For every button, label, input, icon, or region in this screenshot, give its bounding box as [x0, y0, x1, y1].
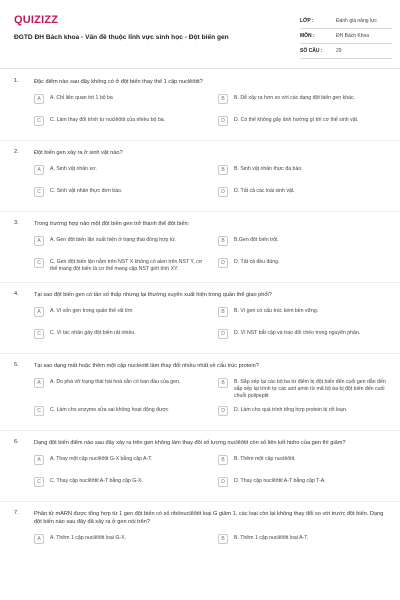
answer-option[interactable] [218, 256, 394, 274]
question-number: 5. [14, 362, 19, 368]
question-text: Đột biến gen xảy ra ở sinh vật nào? [34, 150, 123, 156]
question-item [0, 362, 400, 422]
option-letter-box[interactable]: A [34, 378, 44, 388]
meta-value: Đánh giá năng lực [336, 18, 377, 24]
question-number: 6. [14, 439, 19, 445]
answer-option[interactable] [218, 453, 394, 471]
question-divider [0, 430, 400, 431]
option-text: B. Vì gen có cấu trúc kém bền vững. [234, 308, 319, 314]
option-text: D. Vì NST bắt cặp và trao đổi chéo trong nguyên phân. [234, 330, 361, 336]
option-letter-box[interactable]: D [218, 406, 228, 416]
option-text: D. Có thể không gây ảnh hưởng gì tới cơ thể sinh vật. [234, 117, 359, 123]
answer-option[interactable] [34, 475, 210, 493]
option-letter-box[interactable]: D [218, 477, 228, 487]
option-text: A. Thay một cặp nuclêôtit G-X bằng cặp A-T. [50, 456, 153, 462]
answer-options [34, 305, 388, 345]
question-number: 1. [14, 78, 19, 84]
option-text: B. Thêm 1 cặp nuclêôtit loại A-T. [234, 535, 309, 541]
answer-option[interactable] [218, 327, 394, 345]
answer-options [34, 453, 388, 493]
answer-option[interactable] [34, 185, 210, 203]
question-divider [0, 211, 400, 212]
question-item [0, 220, 400, 274]
question-text: Phân tử mARN được tổng hợp từ 1 gen đột biến có số ribônuclêôtit loại G giảm 1, các loại còn lại không thay đổi so với trước đột biến. Dạng đột biến nào sau đây đã xảy ra ở gen nói trên? [34, 511, 384, 525]
answer-options [34, 234, 388, 274]
answer-option[interactable] [218, 305, 394, 323]
answer-option[interactable] [34, 92, 210, 110]
option-letter-box[interactable]: B [218, 455, 228, 465]
option-letter-box[interactable]: D [218, 116, 228, 126]
option-text: D. Làm cho quá trình tổng hợp protein bị rối loạn. [234, 407, 348, 413]
option-letter-box[interactable]: B [218, 94, 228, 104]
answer-option[interactable] [34, 256, 210, 274]
option-letter-box[interactable]: D [218, 258, 228, 268]
option-letter-box[interactable]: C [34, 116, 44, 126]
answer-option[interactable] [218, 163, 394, 181]
question-item [0, 439, 400, 493]
option-text: D. Tất cả đều đúng. [234, 259, 280, 265]
question-item [0, 78, 400, 132]
option-text: A. Do phá vỡ trạng thái hài hoà sẵn có ban đầu của gen. [50, 379, 181, 385]
option-text: C. Sinh vật nhân thực đơn bào. [50, 188, 123, 194]
answer-option[interactable] [218, 376, 394, 400]
question-item [0, 510, 400, 550]
option-letter-box[interactable]: C [34, 187, 44, 197]
answer-option[interactable] [34, 376, 210, 400]
answer-option[interactable] [34, 327, 210, 345]
meta-row [300, 44, 392, 59]
header-divider [0, 68, 400, 69]
option-letter-box[interactable]: C [34, 477, 44, 487]
option-text: B.Gen đột biến trội. [234, 237, 279, 243]
option-letter-box[interactable]: C [34, 406, 44, 416]
answer-options [34, 163, 388, 203]
option-text: B. Sắp xếp lại các bộ ba từ điểm bị đột biến đến cuối gen dẫn đến sắp xếp lại trình tự các axit amin từ mã bộ ba bị đột biến đến cuối chuỗi polipeptit [234, 379, 386, 399]
answer-options [34, 532, 388, 550]
answer-option[interactable] [34, 532, 210, 550]
option-text: B. Dễ xảy ra hơn so với các dạng đột biến gen khác. [234, 95, 355, 101]
option-letter-box[interactable]: B [218, 378, 228, 388]
question-number: 2. [14, 149, 19, 155]
answer-option[interactable] [34, 234, 210, 252]
answer-option[interactable] [34, 305, 210, 323]
meta-key: SỐ CÂU : [300, 48, 323, 54]
question-text: Trong trường hợp nào một đột biến gen trở thành thể đột biến: [34, 221, 190, 227]
option-text: A. Gen đột biến lặn xuất hiện ở trạng thái đồng hợp tử. [50, 237, 177, 243]
option-letter-box[interactable]: A [34, 534, 44, 544]
option-letter-box[interactable]: C [34, 258, 44, 268]
answer-option[interactable] [218, 234, 394, 252]
option-letter-box[interactable]: B [218, 534, 228, 544]
meta-row [300, 14, 392, 29]
quizizz-logo: QUIZIZZ [14, 14, 59, 26]
answer-option[interactable] [218, 185, 394, 203]
answer-option[interactable] [218, 532, 394, 550]
answer-option[interactable] [218, 404, 394, 422]
question-number: 7. [14, 510, 19, 516]
answer-option[interactable] [34, 453, 210, 471]
answer-option[interactable] [34, 163, 210, 181]
option-text: C. Làm cho enzyme sửa sai không hoạt động được [50, 407, 169, 413]
question-text: Tại sao đột biến gen có tần số thấp nhưng lại thường xuyên xuất hiện trong quần thể giao phối? [34, 292, 272, 298]
option-letter-box[interactable]: A [34, 165, 44, 175]
question-divider [0, 353, 400, 354]
meta-row [300, 29, 392, 44]
option-text: A. Thêm 1 cặp nuclêôtit loại G-X. [50, 535, 127, 541]
question-item [0, 149, 400, 203]
meta-key: MÔN : [300, 33, 315, 39]
option-text: A. Vì vốn gen trong quần thể rất lớn [50, 308, 133, 314]
answer-option[interactable] [34, 404, 210, 422]
option-text: C. Thay cặp nuclêôtit A-T bằng cặp G-X. [50, 478, 143, 484]
meta-table [300, 14, 392, 59]
answer-option[interactable] [218, 92, 394, 110]
question-text: Tại sao dạng mất hoặc thêm một cặp nucleotit làm thay đổi nhiều nhất về cấu trúc protein? [34, 363, 259, 369]
option-letter-box[interactable]: A [34, 455, 44, 465]
question-item [0, 291, 400, 345]
document-title: ĐGTD ĐH Bách khoa - Vấn đề thuộc lĩnh vực sinh học - Đột biến gen [14, 34, 229, 41]
worksheet-header [0, 0, 400, 64]
option-letter-box[interactable]: D [218, 329, 228, 339]
option-text: A. Sinh vật nhân sơ. [50, 166, 97, 172]
option-text: B. Thêm một cặp nuclêôtit. [234, 456, 296, 462]
question-number: 3. [14, 220, 19, 226]
answer-options [34, 376, 388, 422]
meta-value: ĐH Bách Khoa [336, 33, 370, 39]
question-number: 4. [14, 291, 19, 297]
option-text: A. Chỉ liên quan tới 1 bộ ba [50, 95, 113, 101]
option-letter-box[interactable]: A [34, 307, 44, 317]
option-letter-box[interactable]: B [218, 236, 228, 246]
question-list [0, 78, 400, 550]
question-divider [0, 501, 400, 502]
option-letter-box[interactable]: A [34, 94, 44, 104]
option-letter-box[interactable]: B [218, 307, 228, 317]
question-text: Dạng đột biến điểm nào sau đây xảy ra trên gen không làm thay đổi số lượng nuclêôtit còn số liên kết hidro của gen thì giảm? [34, 440, 346, 446]
meta-value: 29 [336, 48, 342, 54]
question-text: Đặc điểm nào sau đây không có ở đột biến thay thế 1 cặp nuclêôtit? [34, 79, 203, 85]
option-letter-box[interactable]: B [218, 165, 228, 175]
meta-key: LỚP : [300, 18, 314, 24]
option-letter-box[interactable]: C [34, 329, 44, 339]
option-letter-box[interactable]: D [218, 187, 228, 197]
answer-options [34, 92, 388, 132]
answer-option[interactable] [218, 114, 394, 132]
option-text: C. Gen đột biến lặn nằm trên NST X không có alen trên NST Y, cơ thể mang đột biến là cơ thể mang cặp NST giới tính XY. [50, 259, 203, 272]
option-text: D. Thay cặp nuclêôtit A-T bằng cặp T-A. [234, 478, 326, 484]
answer-option[interactable] [34, 114, 210, 132]
option-text: B. Sinh vật nhân thực đa bào. [234, 166, 303, 172]
question-divider [0, 282, 400, 283]
option-text: D. Tất cả các loài sinh vật. [234, 188, 295, 194]
option-text: C. Vì tác nhân gây đột biến rất nhiều. [50, 330, 136, 336]
question-divider [0, 140, 400, 141]
answer-option[interactable] [218, 475, 394, 493]
option-letter-box[interactable]: A [34, 236, 44, 246]
option-text: C. Làm thay đổi trình tự nuclêôtit của nhiều bộ ba. [50, 117, 166, 123]
